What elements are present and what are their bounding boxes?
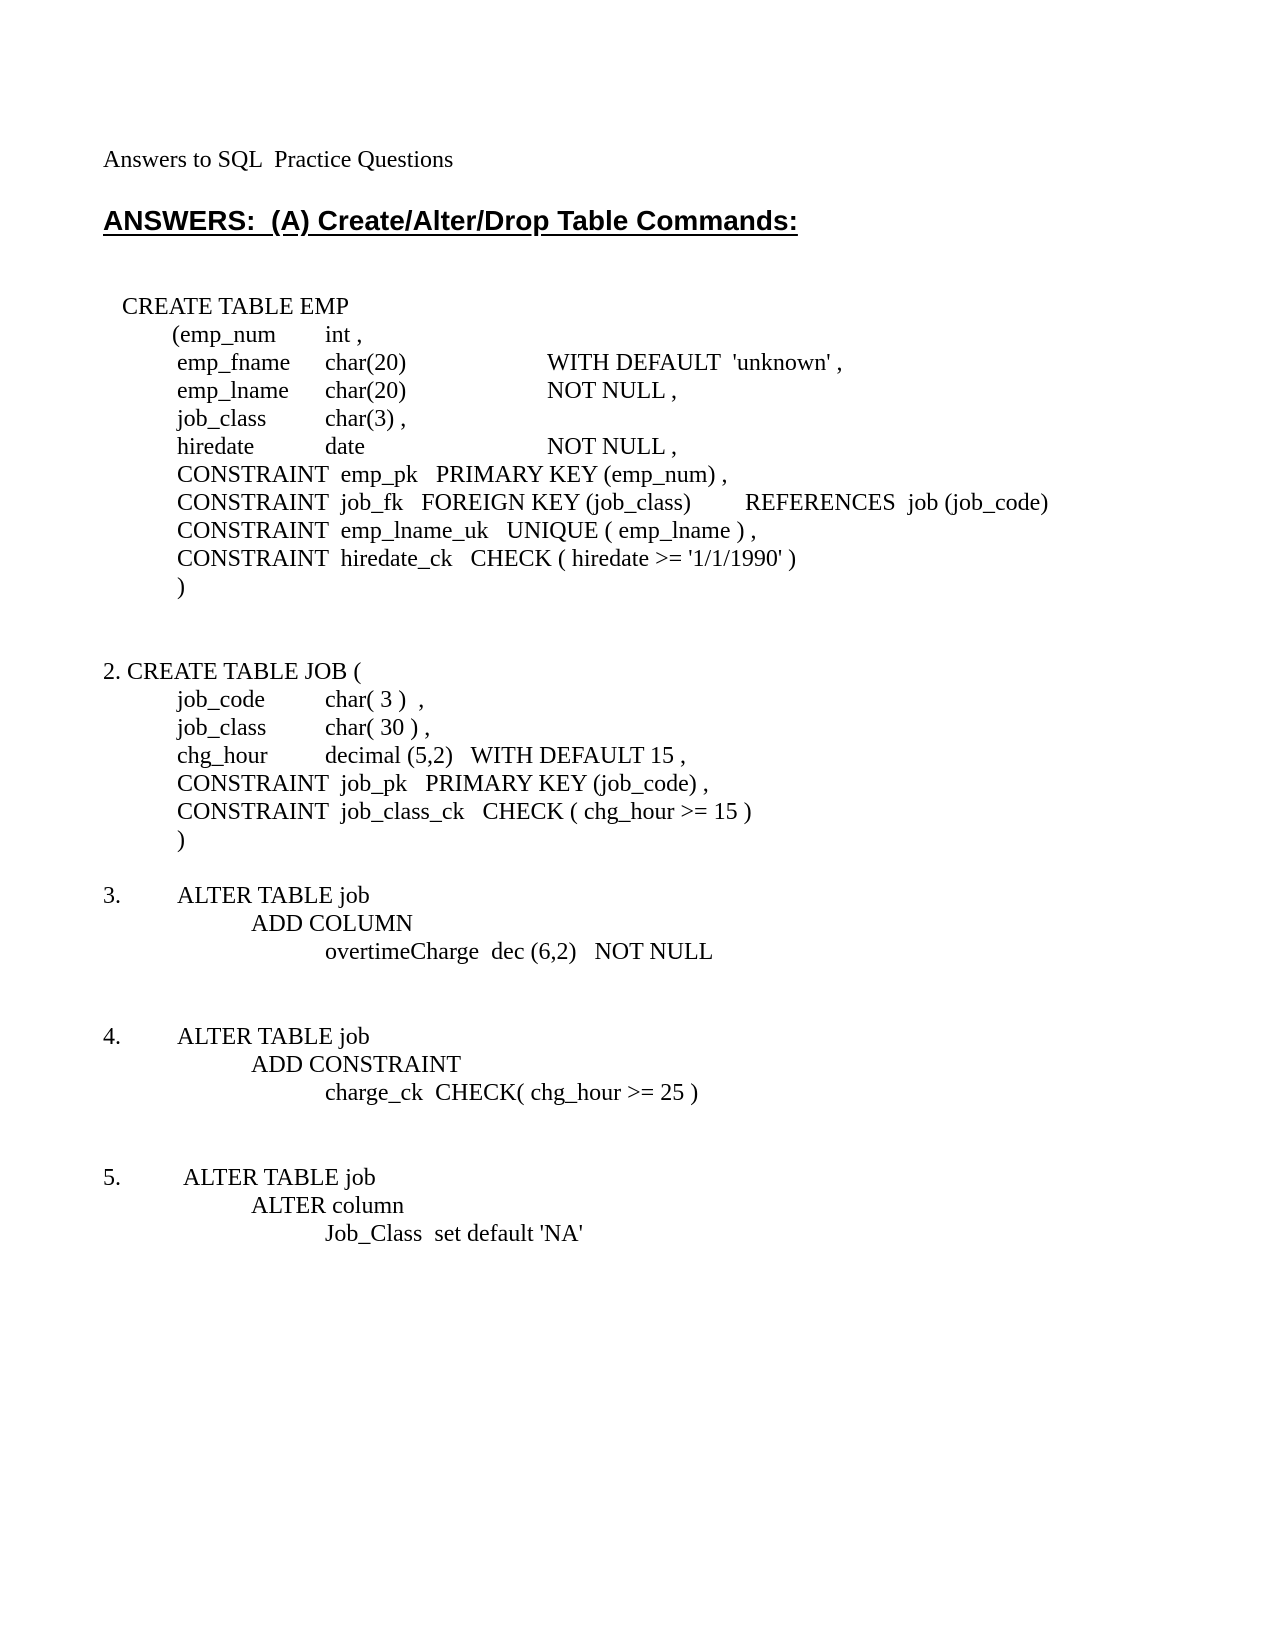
column-name: chg_hour <box>177 743 268 769</box>
column-name: job_class <box>177 406 267 432</box>
code-line: 2. CREATE TABLE JOB ( <box>103 659 362 685</box>
column-name: hiredate <box>177 434 255 460</box>
code-line: charge_ck CHECK( chg_hour >= 25 ) <box>325 1080 699 1106</box>
code-line: ALTER column <box>251 1193 405 1219</box>
column-option: NOT NULL , <box>547 434 677 460</box>
column-type: decimal (5,2) WITH DEFAULT 15 , <box>325 743 687 769</box>
section-heading: ANSWERS: (A) Create/Alter/Drop Table Commands: <box>103 205 798 236</box>
column-type: char(3) , <box>325 406 407 432</box>
code-line: ADD COLUMN <box>251 911 413 937</box>
constraint-line: CONSTRAINT emp_pk PRIMARY KEY (emp_num) , <box>177 462 728 488</box>
document-title: Answers to SQL Practice Questions <box>103 147 454 173</box>
question-number: 5. <box>103 1165 121 1191</box>
column-name: job_code <box>177 687 265 713</box>
code-line: ALTER TABLE job <box>177 1024 370 1050</box>
column-type: int , <box>325 322 363 348</box>
column-name: emp_lname <box>177 378 289 404</box>
closing-paren: ) <box>177 827 185 853</box>
question-number: 3. <box>103 883 121 909</box>
column-type: char(20) <box>325 350 407 376</box>
column-option: NOT NULL , <box>547 378 677 404</box>
code-line: CREATE TABLE EMP <box>122 294 349 320</box>
constraint-line: CONSTRAINT job_pk PRIMARY KEY (job_code) , <box>177 771 709 797</box>
column-name: emp_fname <box>177 350 291 376</box>
code-line: overtimeCharge dec (6,2) NOT NULL <box>325 939 714 965</box>
constraint-line: CONSTRAINT emp_lname_uk UNIQUE ( emp_lname ) , <box>177 518 757 544</box>
column-option: WITH DEFAULT 'unknown' , <box>547 350 843 376</box>
closing-paren: ) <box>177 574 185 600</box>
column-type: char(20) <box>325 378 407 404</box>
code-line: Job_Class set default 'NA' <box>325 1221 583 1247</box>
column-type: char( 3 ) , <box>325 687 425 713</box>
code-line: ADD CONSTRAINT <box>251 1052 461 1078</box>
column-name: job_class <box>177 715 267 741</box>
constraint-reference: REFERENCES job (job_code) <box>745 490 1049 516</box>
column-type: char( 30 ) , <box>325 715 431 741</box>
constraint-line: CONSTRAINT job_fk FOREIGN KEY (job_class) <box>177 490 691 516</box>
constraint-line: CONSTRAINT job_class_ck CHECK ( chg_hour >= 15 ) <box>177 799 752 825</box>
column-name: (emp_num <box>172 322 276 348</box>
question-number: 4. <box>103 1024 121 1050</box>
code-line: ALTER TABLE job <box>183 1165 376 1191</box>
column-type: date <box>325 434 365 460</box>
constraint-line: CONSTRAINT hiredate_ck CHECK ( hiredate >= '1/1/1990' ) <box>177 546 797 572</box>
code-line: ALTER TABLE job <box>177 883 370 909</box>
